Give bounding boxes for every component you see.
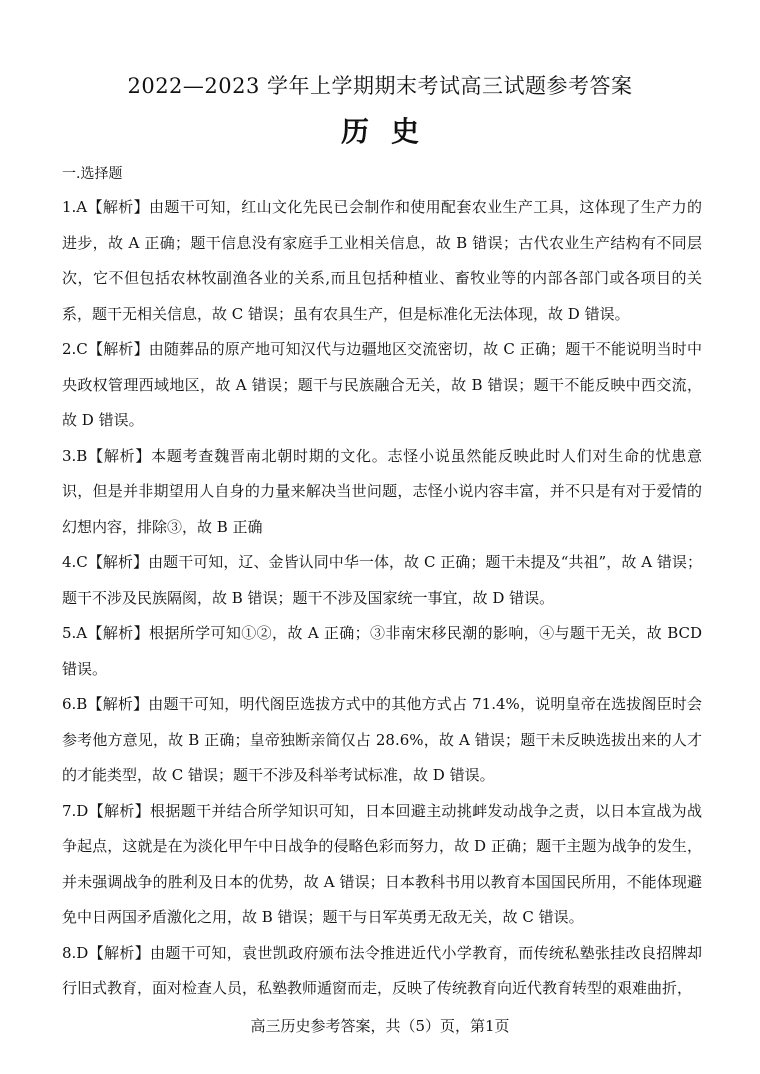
answer-item-5: 5.A【解析】根据所学可知①②，故 A 正确；③非南宋移民潮的影响，④与题干无关，故 BCD 错误。 <box>62 624 702 678</box>
answer-item-4: 4.C【解析】由题干可知，辽、金皆认同中华一体，故 C 正确；题干未提及“共祖”，故 A 错误；题干不涉及民族隔阂，故 B 错误；题干不涉及国家统一事宜，故 D 错误。 <box>62 553 702 607</box>
page-footer: 高三历史参考答案，共（5）页，第1页 <box>250 1017 510 1035</box>
answer-item-1: 1.A【解析】由题干可知，红山文化先民已会制作和使用配套农业生产工具，这体现了生产力的进步，故 A 正确；题干信息没有家庭手工业相关信息，故 B 错误；古代农业生产结构有不同层次，它不但包括农林牧副渔各业的关系,而且包括种植业、畜牧业等的内部各部门或各项目的关系，题干无相关信息，故 C 错误；虽有农具生产，但是标准化无法体现，故 D 错误。 <box>62 198 702 323</box>
answer-item-8: 8.D【解析】由题干可知，袁世凯政府颁布法令推进近代小学教育，而传统私塾张挂改良招牌却行旧式教育，面对检查人员，私塾教师遁窗而走，反映了传统教育向近代教育转型的艰难曲折， <box>62 943 702 997</box>
answer-list <box>62 190 702 1007</box>
answer-item-2: 2.C【解析】由随葬品的原产地可知汉代与边疆地区交流密切，故 C 正确；题干不能说明当时中央政权管理西域地区，故 A 错误；题干与民族融合无关，故 B 错误；题干不能反映中西交流，故 D 错误。 <box>62 340 702 429</box>
document-title: 2022—2023 学年上学期期末考试高三试题参考答案 <box>127 74 633 98</box>
answer-item-6: 6.B【解析】由题干可知，明代阁臣选拔方式中的其他方式占 71.4%，说明皇帝在选拔阁臣时会参考他方意见，故 B 正确；皇帝独断亲简仅占 28.6%，故 A 错误；题干未反映选拔出来的人才的才能类型，故 C 错误；题干不涉及科举考试标准，故 D 错误。 <box>62 695 702 784</box>
subject-heading: 历史 <box>340 115 441 148</box>
answer-item-3: 3.B【解析】本题考查魏晋南北朝时期的文化。志怪小说虽然能反映此时人们对生命的忧患意识，但是并非期望用人自身的力量来解决当世问题，志怪小说内容丰富，并不只是有对于爱情的幻想内容，排除③，故 B 正确 <box>62 446 702 536</box>
answer-item-7: 7.D【解析】根据题干并结合所学知识可知，日本回避主动挑衅发动战争之责，以日本宣战为战争起点，这就是在为淡化甲午中日战争的侵略色彩而努力，故 D 正确；题干主题为战争的发生，并未强调战争的胜利及日本的优势，故 A 错误；日本教科书用以教育本国国民所用，不能体现避免中日两国矛盾激化之用，故 B 错误；题干与日军英勇无敌无关，故 C 错误。 <box>62 801 702 926</box>
section-label: 一.选择题 <box>62 166 123 182</box>
